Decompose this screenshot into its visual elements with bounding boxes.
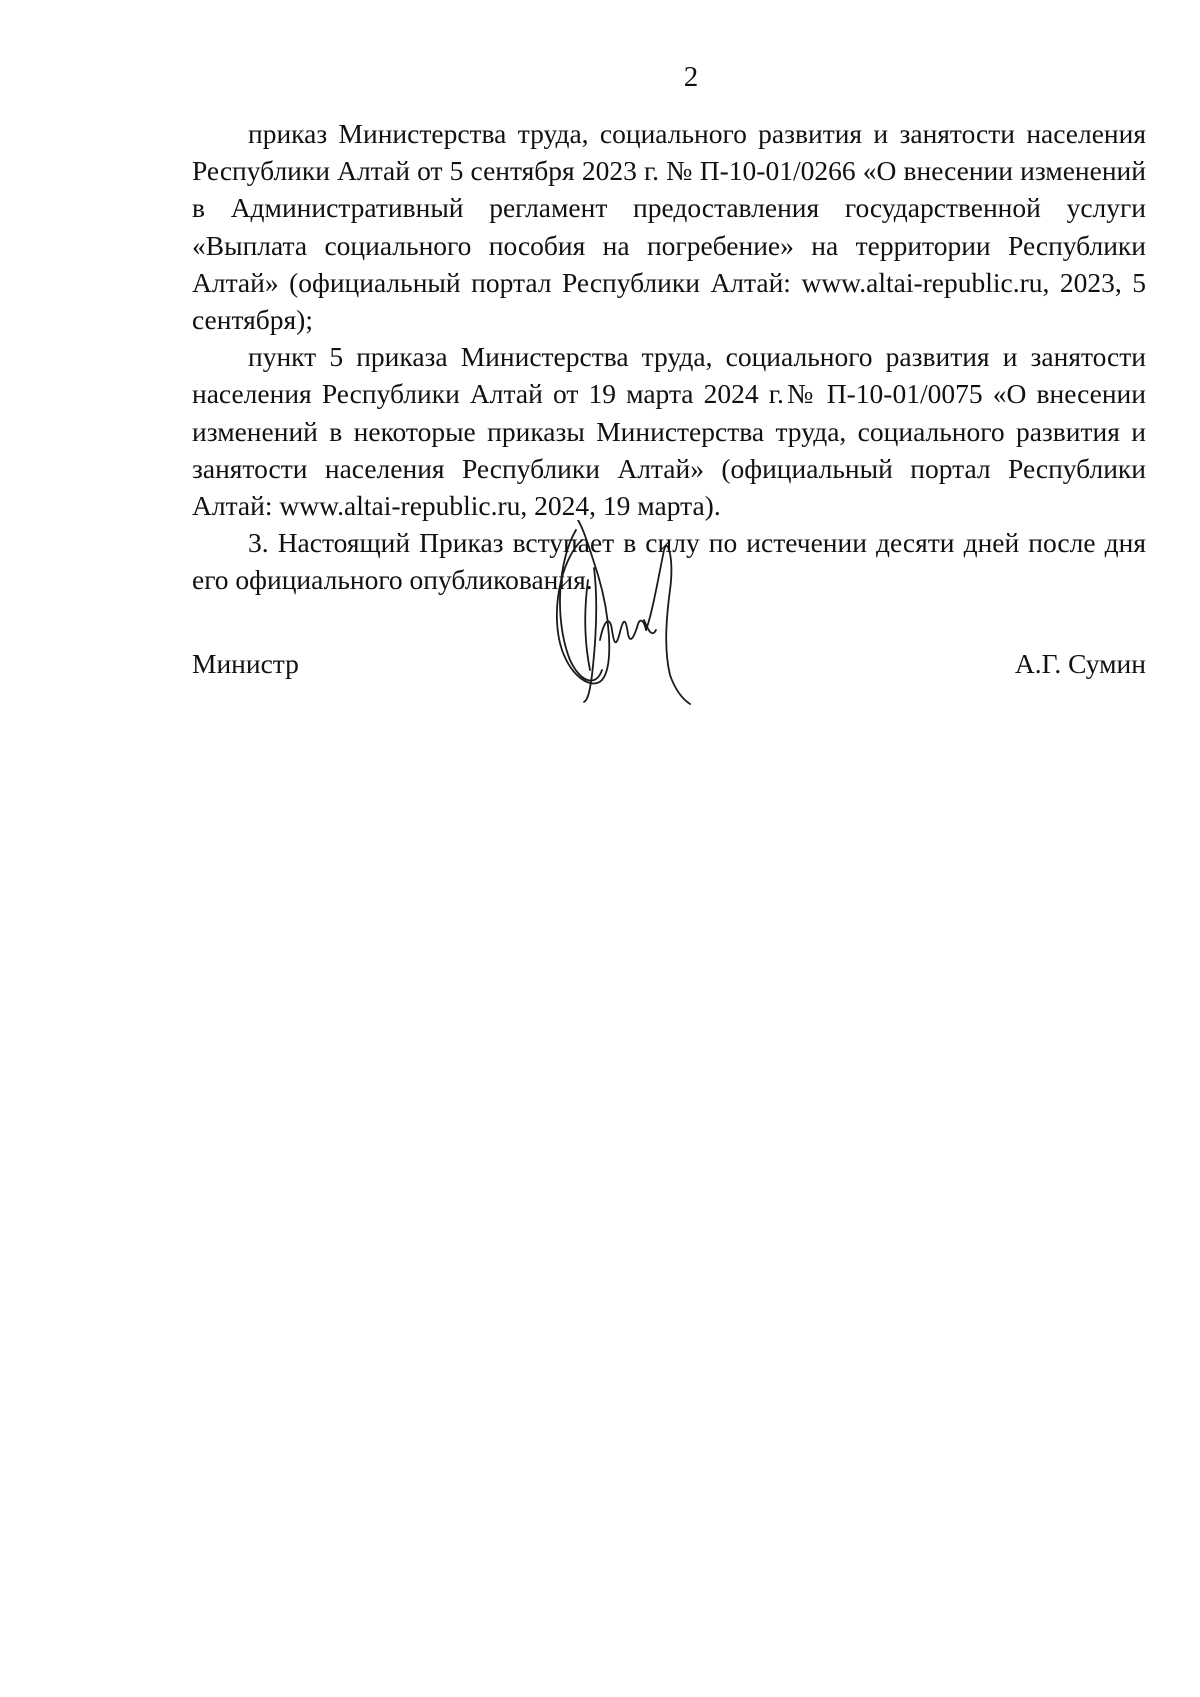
paragraph-order-2023: приказ Министерства труда, социального развития и занятости населения Республики Алтай от 5 сентября 2023 г. № П-10-01/0266 «О внесении изменений в Административный регламент предоставления государственной услуги «Выплата социального пособия на погребение» на территории Республики Алтай» (официальный портал Республики Алтай: www.altai-republic.ru, 2023, 5 сентября);: [192, 118, 1146, 336]
page-number: 2: [683, 61, 699, 93]
paragraph-order-2024: пункт 5 приказа Министерства труда, социального развития и занятости населения Республики Алтай от 19 марта 2024 г.№ П-10-01/0075 «О внесении изменений в некоторые приказы Министерства труда, социального развития и занятости населения Республики Алтай» (официальный портал Республики Алтай: www.altai-republic.ru, 2024, 19 марта).: [192, 341, 1146, 522]
signatory-name: А.Г. Сумин: [1014, 648, 1146, 679]
paragraph-effective-date: 3. Настоящий Приказ вступает в силу по истечении десяти дней после дня его официального опубликования.: [192, 527, 1146, 596]
signatory-position: Министр: [192, 648, 299, 679]
handwritten-signature: [540, 520, 720, 705]
